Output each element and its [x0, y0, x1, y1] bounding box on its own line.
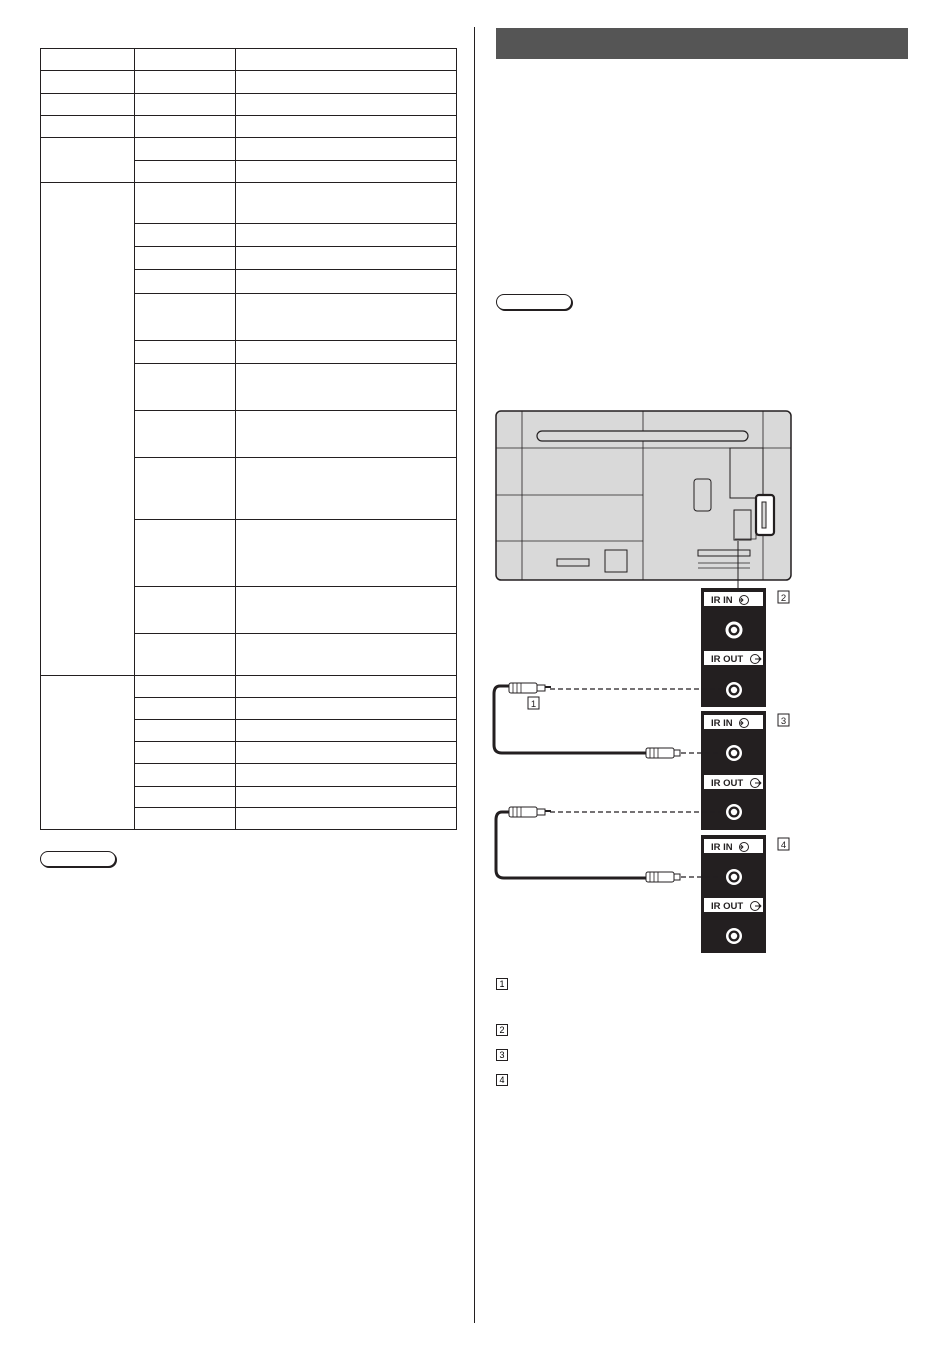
table-cell — [135, 787, 236, 808]
table-cell — [41, 49, 135, 71]
legend-marker: 1 — [496, 978, 508, 990]
table-cell — [41, 138, 135, 183]
table-cell — [135, 270, 236, 294]
table-cell — [236, 587, 457, 634]
table-cell — [236, 787, 457, 808]
table-cell — [135, 138, 236, 161]
table-cell — [135, 341, 236, 364]
table-cell — [135, 411, 236, 458]
table-cell — [236, 411, 457, 458]
table-cell — [236, 294, 457, 341]
table-cell — [135, 458, 236, 520]
table-cell — [236, 458, 457, 520]
table-cell — [236, 49, 457, 71]
table-cell — [236, 720, 457, 742]
table-cell — [135, 247, 236, 270]
table-cell — [41, 676, 135, 830]
table-cell — [236, 270, 457, 294]
table-cell — [135, 742, 236, 764]
column-divider — [474, 27, 475, 1323]
table-cell — [41, 94, 135, 116]
spec-table — [40, 48, 457, 830]
table-cell — [135, 71, 236, 94]
ir-in-label: IR IN — [711, 595, 733, 606]
note-label — [496, 294, 572, 310]
display-rear-panel — [496, 411, 791, 580]
table-cell — [236, 764, 457, 787]
svg-text:2: 2 — [780, 593, 787, 604]
table-cell — [135, 224, 236, 247]
table-cell — [135, 294, 236, 341]
ir-out-label: IR OUT — [711, 901, 744, 912]
legend-marker: 4 — [496, 1074, 508, 1086]
table-cell — [236, 247, 457, 270]
table-cell — [135, 183, 236, 224]
legend-item — [496, 977, 516, 991]
callout-1 — [528, 697, 539, 710]
legend-item — [496, 1073, 516, 1087]
table-cell — [135, 634, 236, 676]
table-cell — [135, 49, 236, 71]
table-cell — [236, 183, 457, 224]
table-cell — [236, 116, 457, 138]
table-cell — [236, 698, 457, 720]
cable-plug — [509, 683, 680, 882]
table-cell — [41, 116, 135, 138]
legend-item — [496, 1048, 516, 1062]
note-label — [40, 851, 116, 867]
table-cell — [236, 71, 457, 94]
table-row — [41, 676, 457, 698]
table-cell — [236, 520, 457, 587]
legend-item — [496, 1023, 516, 1037]
callout-2 — [778, 591, 789, 604]
table-cell — [236, 341, 457, 364]
table-cell — [135, 116, 236, 138]
table-cell — [135, 520, 236, 587]
legend-marker: 2 — [496, 1024, 508, 1036]
table-cell — [236, 364, 457, 411]
ir-port-module — [701, 835, 766, 953]
table-row — [41, 138, 457, 161]
table-cell — [41, 183, 135, 676]
table-row — [41, 71, 457, 94]
table-row — [41, 116, 457, 138]
callout-4 — [778, 838, 789, 851]
table-row — [41, 183, 457, 224]
ir-out-label: IR OUT — [711, 654, 744, 665]
ir-daisy-chain-diagram — [480, 400, 840, 970]
table-row — [41, 94, 457, 116]
ir-in-label: IR IN — [711, 842, 733, 853]
ir-in-label: IR IN — [711, 718, 733, 729]
table-cell — [236, 224, 457, 247]
ir-cable — [494, 686, 726, 878]
table-cell — [135, 720, 236, 742]
svg-text:1: 1 — [530, 699, 537, 710]
table-cell — [135, 808, 236, 830]
table-cell — [236, 634, 457, 676]
svg-text:4: 4 — [780, 840, 787, 851]
table-cell — [236, 161, 457, 183]
svg-text:3: 3 — [780, 716, 787, 727]
table-cell — [236, 808, 457, 830]
section-header — [496, 28, 908, 59]
table-cell — [236, 676, 457, 698]
table-cell — [135, 587, 236, 634]
ir-out-label: IR OUT — [711, 778, 744, 789]
table-cell — [236, 138, 457, 161]
table-cell — [135, 94, 236, 116]
table-row — [41, 49, 457, 71]
table-cell — [236, 94, 457, 116]
table-cell — [135, 764, 236, 787]
table-cell — [41, 71, 135, 94]
table-cell — [236, 742, 457, 764]
callout-3 — [778, 714, 789, 727]
table-cell — [135, 364, 236, 411]
table-cell — [135, 676, 236, 698]
table-cell — [135, 161, 236, 183]
legend-marker: 3 — [496, 1049, 508, 1061]
table-cell — [135, 698, 236, 720]
